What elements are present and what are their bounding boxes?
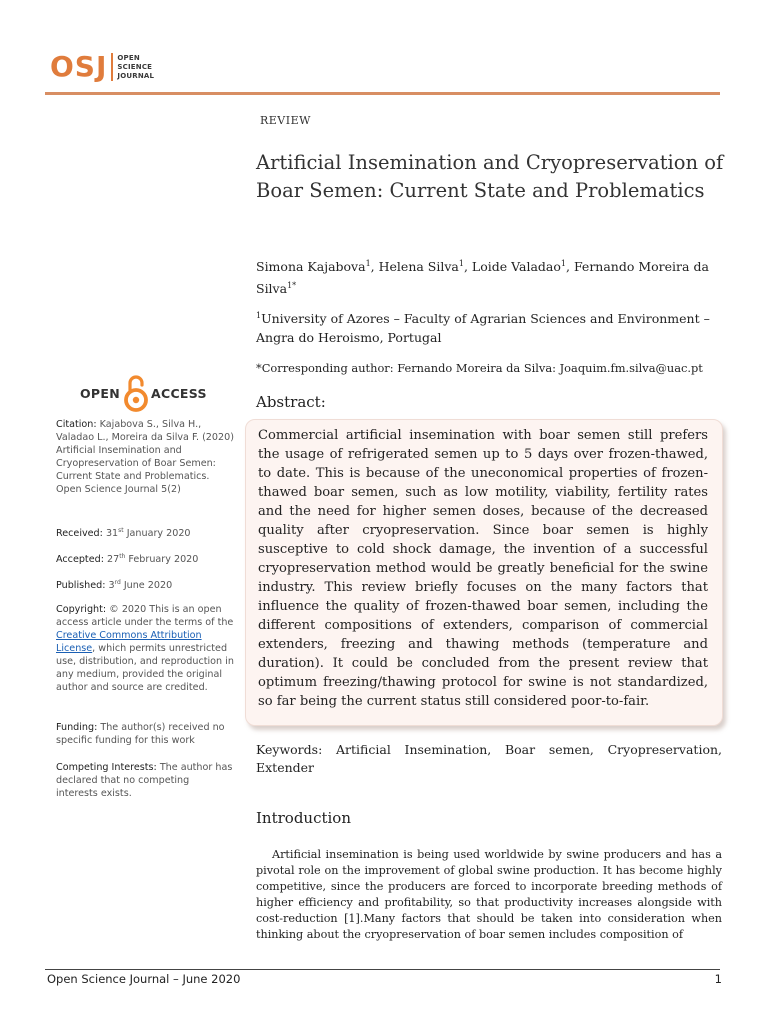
journal-logo[interactable] (50, 50, 154, 84)
header-divider (45, 92, 720, 95)
introduction-text: Artificial insemination is being used worldwide by swine producers and has a pivotal role on the improvement of global swine production. It has become highly competitive, since the producers are forced to incorporate breeding methods of higher efficiency and profitability, so that productivity increases alongside with cost-reduction [1].Many factors that should be taken into consideration when thinking about the cryopreservation of boar semen includes composition of (256, 848, 722, 941)
abstract-heading: Abstract: (256, 393, 326, 411)
author-name: Fernando Moreira da Silva (256, 259, 709, 297)
author-name: Loide Valadao (471, 259, 561, 275)
open-access-lock-icon (123, 373, 149, 413)
page-number: 1 (714, 972, 722, 986)
author-list: Simona Kajabova$^1$, Helena Silva$^1$, Loide Valadao$^1$, Fernando Moreira da Silva$^{1*}$ (256, 259, 709, 297)
author-affiliation: $^1$University of Azores – Faculty of Agrarian Sciences and Environment – Angra do Heroismo, Portugal (256, 311, 710, 346)
received-date: Received: 31st January 2020 (56, 527, 191, 540)
footer-divider (45, 969, 720, 970)
logo-divider (111, 53, 113, 81)
article-type: REVIEW (260, 114, 311, 127)
citation: Citation: Kajabova S., Silva H., Valadao L., Moreira da Silva F. (2020) Artificial Insemination and Cryopreservation of Boar Semen: Current State and Problematics. Open Science Journal 5(2) (56, 419, 234, 495)
author-name: Helena Silva (378, 259, 459, 275)
competing-interests: Competing Interests: The author has declared that no competing interests exists. (56, 762, 233, 799)
keywords: Keywords: Artificial Insemination, Boar semen, Cryopreservation, Extender (256, 742, 722, 775)
article-title: Artificial Insemination and Cryopreservation of Boar Semen: Current State and Problematics (256, 151, 724, 202)
open-access-badge: OPEN ACCESS (80, 373, 207, 413)
abstract-text: Commercial artificial insemination with boar semen still prefers the usage of refrigerated semen up to 5 days over frozen-thawed, to date. This is because of the uneconomical properties of frozen-thawed boar semen, such as low motility, viability, fertility rates and the need for higher semen doses, because of the decreased quality after cryopreservation. Since boar semen is highly susceptive to cold shock damage, the invention of a successful cryopreservation method would be greatly beneficial for the swine industry. This review briefly focuses on the many factors that influence the quality of frozen-thawed boar semen, including the different compositions of extenders, comparison of commercial extenders, freezing and thawing methods (temperature and duration). It could be concluded from the present review that optimum freezing/thawing protocol for swine is not standardized, so far being the current status still considered poor-to-fair. (258, 428, 708, 709)
abstract-box (245, 419, 723, 726)
accepted-date: Accepted: 27th February 2020 (56, 553, 199, 566)
logo-text: OSJ (50, 50, 108, 83)
corresponding-author: *Corresponding author: Fernando Moreira da Silva: Joaquim.fm.silva@uac.pt (256, 361, 703, 375)
logo-subtitle: OPEN SCIENCE JOURNAL (117, 53, 155, 80)
footer-journal-date: Open Science Journal – June 2020 (47, 972, 241, 986)
license-link[interactable]: Creative Commons Attribution License (56, 630, 202, 654)
introduction-heading: Introduction (256, 809, 351, 827)
author-name: Simona Kajabova (256, 259, 366, 275)
funding-statement: Funding: The author(s) received no specific funding for this work (56, 722, 225, 746)
published-date: Published: 3rd June 2020 (56, 579, 173, 592)
copyright-notice: Copyright: © 2020 This is an open access article under the terms of the Creative Commons Attribution License, which permits unrestricted use, distribution, and reproduction in any medium, provided the original author and source are credited. (56, 604, 234, 693)
